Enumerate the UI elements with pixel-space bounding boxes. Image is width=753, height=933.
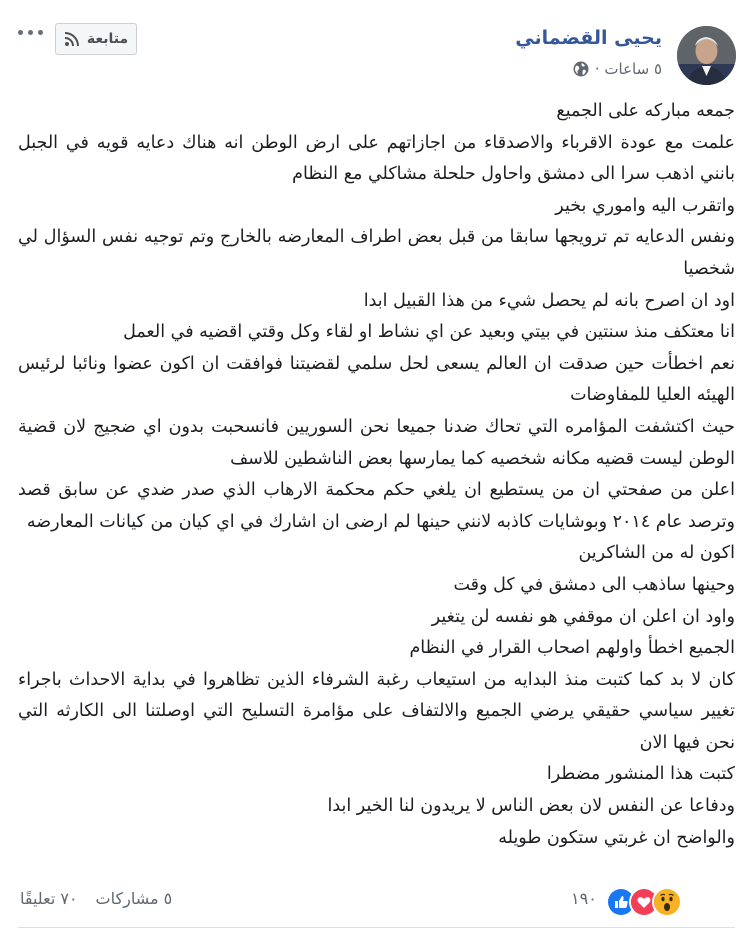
follow-button[interactable] <box>55 23 137 55</box>
reactions-summary[interactable] <box>606 887 682 917</box>
post-paragraph: واود ان اعلن ان موقفي هو نفسه لن يتغير <box>431 606 735 627</box>
post-paragraph: حيث اكتشفت المؤامره التي تحاك ضدنا جميعا نحن السوريين فانسحبت بدون اي ضجيج لان قضية الوطن ليست قضيه مكانه شخصيه كما يمارسها بعض الناشطين للاسف <box>18 416 735 469</box>
reactions-count[interactable]: ١٩٠ <box>571 889 597 908</box>
post-paragraph: اود ان اصرح بانه لم يحصل شيء من هذا القبيل ابدا <box>363 290 735 311</box>
post-paragraph: واتقرب اليه واموري بخير <box>555 195 735 216</box>
wow-icon <box>652 887 682 917</box>
post-paragraph: كتبت هذا المنشور مضطرا <box>546 764 735 785</box>
globe-icon <box>573 61 589 77</box>
shares-count[interactable]: ٥ مشاركات <box>95 889 173 908</box>
post-paragraph: نعم اخطأت حين صدقت ان العالم يسعى لحل سلمي لقضيتنا فوافقت ان اكون عضوا ونائبا لرئيس الهيئه العليا للمفاوضات <box>18 353 735 406</box>
post-meta <box>573 60 662 78</box>
post-body <box>18 96 735 854</box>
post-time[interactable]: ٥ ساعات · <box>594 60 662 78</box>
post-paragraph: وحينها ساذهب الى دمشق في كل وقت <box>453 574 735 595</box>
post-paragraph: انا معتكف منذ سنتين في بيتي وبعيد عن اي نشاط او لقاء وكل وقتي اقضيه في العمل <box>123 322 735 343</box>
author-name[interactable]: يحيى القضماني <box>515 27 662 49</box>
rss-icon <box>64 31 80 47</box>
avatar-image <box>677 26 736 85</box>
post-paragraph: ونفس الدعايه تم ترويجها سابقا من قبل بعض اطراف المعارضه بالخارج وتم توجيه نفس السؤال لي شخصيا <box>18 227 735 279</box>
post-paragraph: علمت مع عودة الاقرباء والاصدقاء من اجازاتهم على ارض الوطن انه هناك دعايه قويه في الجبل بانني اذهب سرا الى دمشق واحاول حلحلة مشاكلي مع النظام <box>18 132 735 185</box>
post-paragraph: جمعه مباركه على الجميع <box>556 101 735 121</box>
author-avatar[interactable] <box>677 26 736 85</box>
more-options-icon[interactable] <box>18 30 43 35</box>
footer-divider <box>18 927 735 928</box>
post-paragraph: والواضح ان غربتي ستكون طويله <box>498 827 735 848</box>
post-paragraph: اعلن من صفحتي ان من يستطيع ان يلغي حكم محكمة الارهاب الذي صدر ضدي عن سابق قصد وترصد عام ٢٠١٤ وبوشايات كاذبه لانني حينها لم ارضى ان اشارك في اي كيان من كيانات المعارضه <box>18 480 735 532</box>
follow-label: متابعة <box>86 31 129 47</box>
post-paragraph: ودفاعا عن النفس لان بعض الناس لا يريدون لنا الخير ابدا <box>327 796 735 817</box>
engagement-stats <box>20 889 172 908</box>
post-paragraph: اكون له من الشاكرين <box>578 543 735 564</box>
post-paragraph: كان لا بد كما كتبت منذ البدايه من استيعاب رغبة الشرفاء الذين تظاهروا في بداية الاحداث باجراء تغيير سياسي حقيقي يرضي الجميع والالتفاف على مؤامرة التسليح التي اوصلتنا الى الكارثه التي نحن فيها الان <box>18 669 735 753</box>
post-paragraph: الجميع اخطأ واولهم اصحاب القرار في النظام <box>409 638 735 659</box>
comments-count[interactable]: ٧٠ تعليقًا <box>20 889 78 908</box>
